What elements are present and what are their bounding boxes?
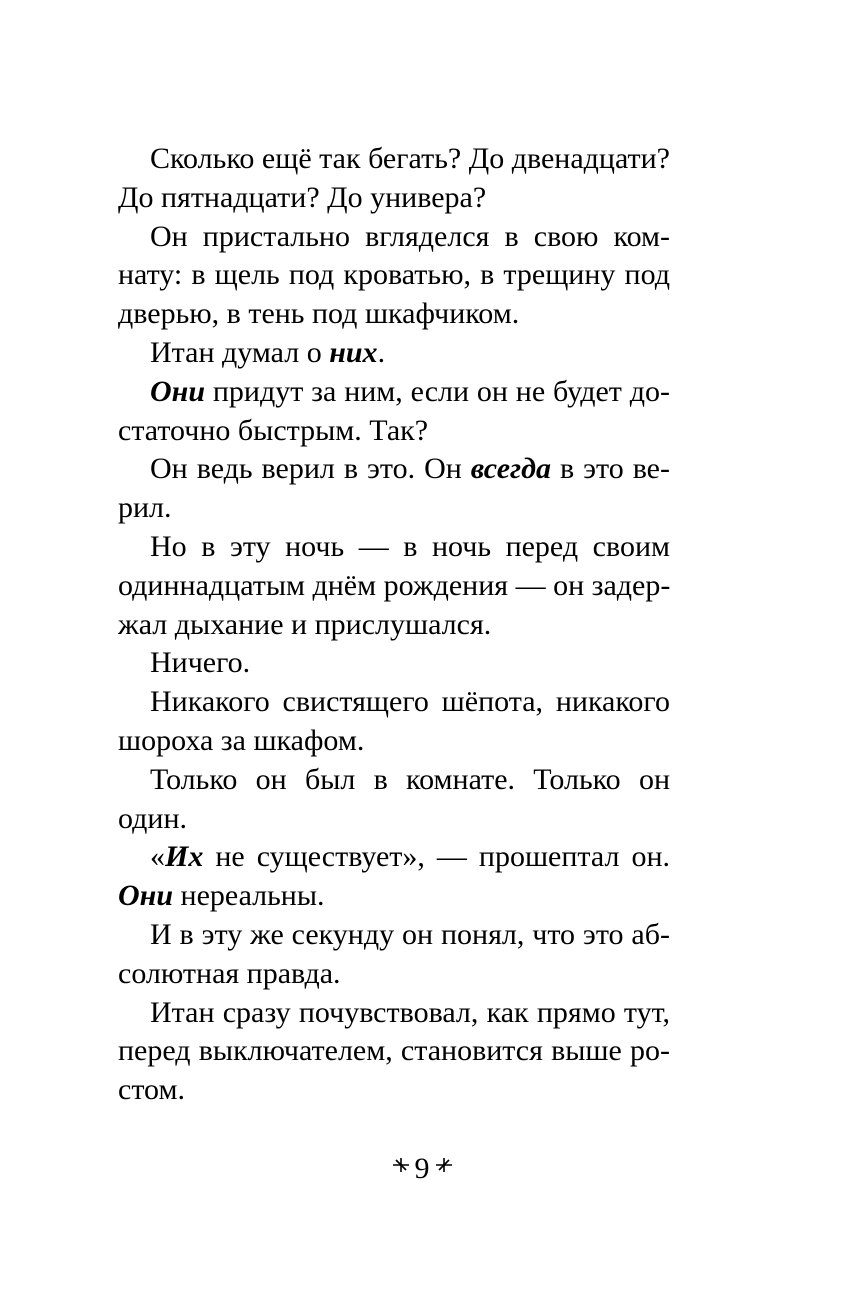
- text-line: [118, 489, 670, 528]
- text-run: нереальны.: [173, 879, 325, 913]
- page-footer: [0, 1150, 844, 1187]
- text-line: [118, 218, 670, 257]
- text-line: [118, 838, 670, 877]
- paragraph: [118, 450, 670, 528]
- ornament-left-shape: [391, 1155, 411, 1175]
- text-run: в это ве-: [550, 452, 670, 486]
- text-line: [118, 528, 670, 567]
- paragraph: [118, 683, 670, 761]
- text-line: [118, 916, 670, 955]
- paragraph: [118, 838, 670, 916]
- page-number: 9: [414, 1152, 430, 1185]
- text-line: [118, 412, 670, 451]
- ornament-left-icon: [391, 1150, 411, 1186]
- text-line: [118, 256, 670, 295]
- ornament-right-icon: [434, 1150, 454, 1186]
- paragraph: [118, 761, 670, 839]
- text-line: [118, 606, 670, 645]
- text-run: рил.: [118, 491, 172, 525]
- text-line: [118, 450, 670, 489]
- text-run: одиннадцатым днём рождения — он задер-: [118, 568, 671, 602]
- text-run: жал дыхание и прислушался.: [118, 607, 492, 641]
- text-run: Итан думал о: [150, 335, 330, 369]
- text-run: Итан сразу почувствовал, как прямо тут,: [150, 995, 670, 1029]
- text-line: [118, 683, 670, 722]
- text-line: [118, 140, 670, 179]
- text-run: «: [150, 840, 165, 874]
- text-run: один.: [118, 801, 188, 835]
- text-run: Сколько ещё так бегать? До двенадцати?: [150, 142, 670, 175]
- text-run: Ничего.: [150, 646, 251, 680]
- text-run: статочно быстрым. Так?: [118, 413, 429, 447]
- italic-text: них: [329, 335, 378, 369]
- text-run: До пятнадцати? До универа?: [118, 180, 487, 214]
- text-line: [118, 1071, 670, 1110]
- text-line: [118, 761, 670, 800]
- text-run: придут за ним, если он не будет до-: [205, 374, 670, 408]
- italic-text: всегда: [470, 452, 551, 486]
- text-run: И в эту же секунду он понял, что это аб-: [150, 917, 670, 951]
- paragraph: [118, 916, 670, 994]
- text-line: [118, 179, 670, 218]
- paragraph: [118, 373, 670, 451]
- text-line: [118, 1032, 670, 1071]
- paragraph: [118, 994, 670, 1110]
- italic-text: Они: [118, 879, 174, 913]
- text-run: .: [377, 335, 386, 369]
- text-line: [118, 644, 670, 683]
- text-line: [118, 373, 670, 412]
- body-text: [118, 140, 670, 1110]
- text-line: [118, 334, 670, 373]
- text-run: Он пристально вгляделся в свою ком-: [150, 219, 670, 253]
- paragraph: [118, 334, 670, 373]
- text-run: не существует», — прошептал он.: [203, 840, 670, 874]
- paragraph: [118, 528, 670, 644]
- text-line: [118, 955, 670, 994]
- text-line: [118, 295, 670, 334]
- text-line: [118, 800, 670, 839]
- text-run: перед выключателем, становится выше ро-: [118, 1034, 670, 1068]
- text-run: стом.: [118, 1073, 185, 1107]
- text-line: [118, 567, 670, 606]
- text-run: дверью, в тень под шкафчиком.: [118, 297, 520, 331]
- text-run: Никакого свистящего шёпота, никакого: [150, 685, 670, 719]
- ornament-right-shape: [434, 1155, 454, 1175]
- text-run: Но в эту ночь — в ночь перед своим: [150, 529, 670, 563]
- italic-text: Они: [150, 374, 206, 408]
- text-line: [118, 994, 670, 1033]
- text-run: шороха за шкафом.: [118, 723, 365, 757]
- text-run: нату: в щель под кроватью, в трещину под: [118, 258, 670, 292]
- text-run: Он ведь верил в это. Он: [150, 452, 471, 486]
- italic-text: Их: [165, 840, 204, 874]
- text-run: солютная правда.: [118, 956, 341, 990]
- paragraph: [118, 644, 670, 683]
- text-line: [118, 877, 670, 916]
- text-line: [118, 722, 670, 761]
- paragraph: [118, 140, 670, 218]
- paragraph: [118, 218, 670, 334]
- text-run: Только он был в комнате. Только он: [150, 762, 670, 796]
